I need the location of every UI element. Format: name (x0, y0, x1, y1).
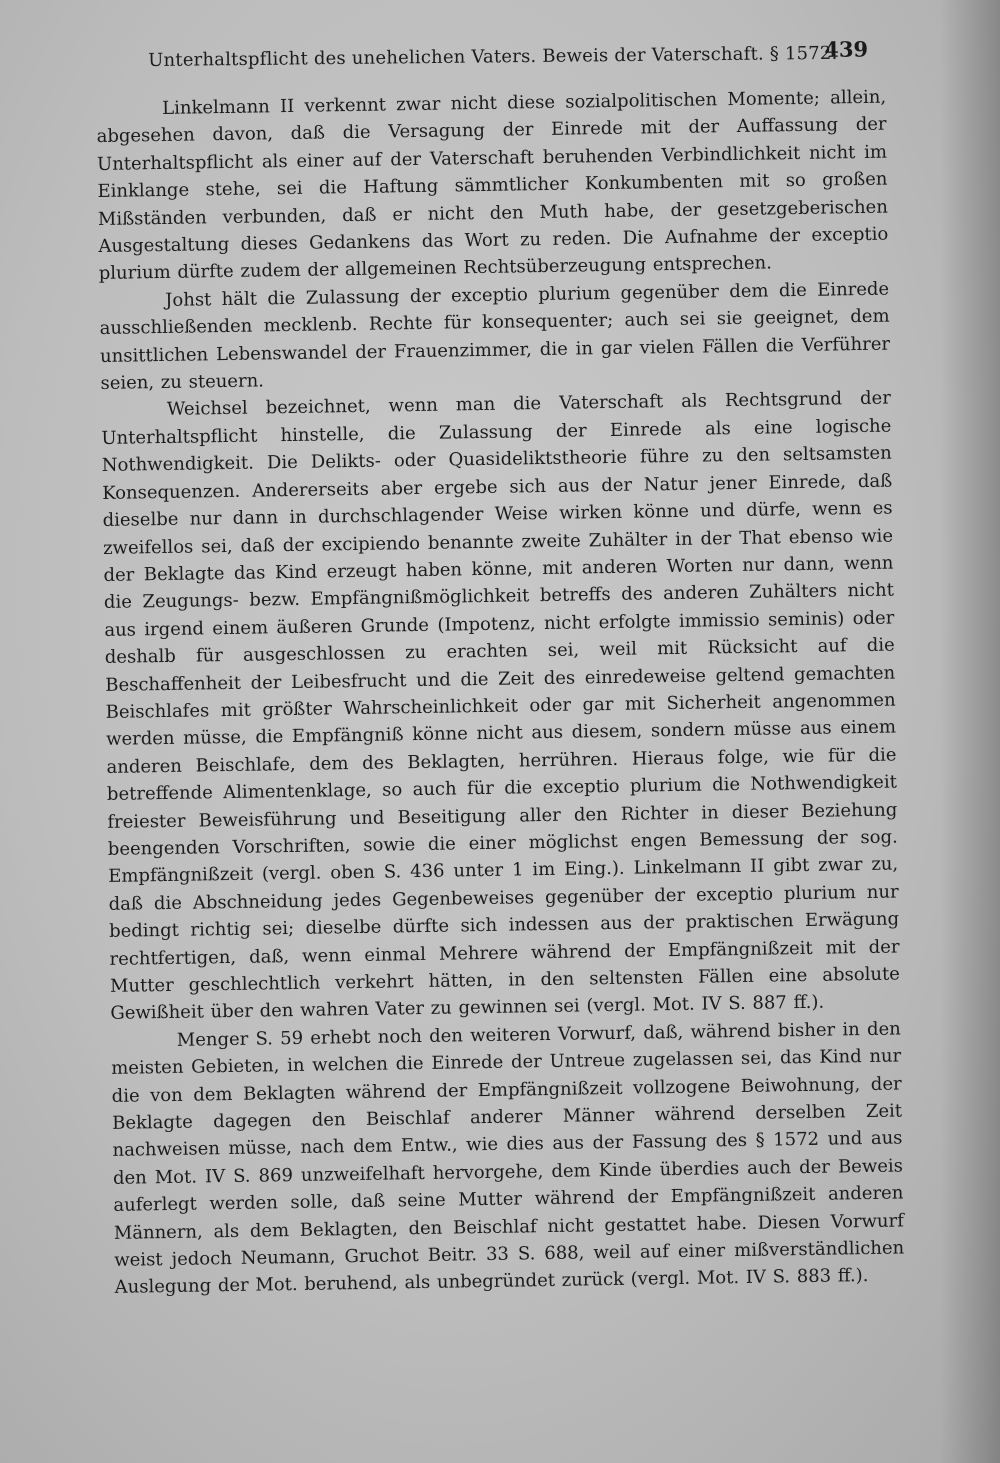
paragraph: Weichsel bezeichnet, wenn man die Vaterschaft als Rechtsgrund der Unterhaltspflicht hinstelle, die Zulassung der Einrede als eine logische Nothwendigkeit. Die Delikts- oder Quasideliktstheorie führe zu den seltsamsten Konsequenzen. Andererseits aber ergebe sich aus der Natur jener Einrede, daß dieselbe nur dann in durchschlagender Weise wirken könne und dürfe, wenn es zweifellos sei, daß der excipiendo benannte zweite Zuhälter in der That ebenso wie der Beklagte das Kind erzeugt haben könne, mit anderen Worten nur dann, wenn die Zeugungs- bezw. Empfängnißmöglichkeit betreffs des anderen Zuhälters nicht aus irgend einem äußeren Grunde (Impotenz, nicht erfolgte immissio seminis) oder deshalb für ausgeschlossen zu erachten sei, weil mit Rücksicht auf die Beschaffenheit der Leibesfrucht und die Zeit des einredeweise geltend gemachten Beischlafes mit größter Wahrscheinlichkeit oder gar mit Sicherheit angenommen werden müsse, die Empfängniß könne nicht aus diesem, sondern müsse aus einem anderen Beischlafe, dem des Beklagten, herrühren. Hieraus folge, wie für die betreffende Alimentenklage, so auch für die exceptio plurium die Nothwendigkeit freiester Beweisführung und Beseitigung aller den Richter in dieser Beziehung beengenden Vorschriften, sowie die einer möglichst engen Bemessung der sog. Empfängnißzeit (vergl. oben S. 436 unter 1 im Eing.). Linkelmann II gibt zwar zu, daß die Abschneidung jedes Gegenbeweises gegenüber der exceptio plurium nur bedingt richtig sei; dieselbe dürfte sich indessen aus der praktischen Erwägung rechtfertigen, daß, wenn einmal Mehrere während der Empfängnißzeit mit der Mutter geschlechtlich verkehrt hätten, in den seltensten Fällen eine absolute Gewißheit über den wahren Vater zu gewinnen sei (vergl. Mot. IV S. 887 ff.). (101, 388, 901, 1025)
page-header (148, 36, 868, 78)
page-number: 439 (824, 36, 869, 62)
paragraph: Linkelmann II verkennt zwar nicht diese sozialpolitischen Momente; allein, abgesehen davon, daß die Versagung der Einrede mit der Auffassung der Unterhaltspflicht als einer auf der Vaterschaft beruhenden Verbindlichkeit nicht im Einklange stehe, sei die Haftung sämmtlicher Konkumbenten mit so großen Mißständen verbunden, daß er nicht den Muth habe, der gesetzgeberischen Ausgestaltung dieses Gedankens das Wort zu reden. Die Aufnahme der exceptio plurium dürfte zudem der allgemeinen Rechtsüberzeugung entsprechen. (96, 86, 889, 285)
page-body (96, 84, 905, 1302)
paragraph: Menger S. 59 erhebt noch den weiteren Vorwurf, daß, während bisher in den meisten Gebieten, in welchen die Einrede der Untreue zugelassen sei, das Kind nur die von dem Beklagten während der Empfängnißzeit vollzogene Beiwohnung, der Beklagte dagegen den Beischlaf anderer Männer während derselben Zeit nachweisen müsse, nach dem Entw., wie dies aus der Fassung des § 1572 und aus den Mot. IV S. 869 unzweifelhaft hervorgehe, dem Kinde überdies auch der Beweis auferlegt werden solle, daß seine Mutter während der Empfängnißzeit anderen Männern, als dem Beklagten, den Beischlaf nicht gestattet habe. Diesen Vorwurf weist jedoch Neumann, Gruchot Beitr. 33 S. 688, weil auf einer mißverständlichen Auslegung der Mot. beruhend, als unbegründet zurück (vergl. Mot. IV S. 883 ff.). (111, 1018, 905, 1299)
page-edge-shadow (940, 0, 1000, 1463)
paragraph: Johst hält die Zulassung der exceptio plurium gegenüber dem die Einrede ausschließenden mecklenb. Rechte für konsequenter; auch sei sie geeignet, dem unsittlichen Lebenswandel der Frauenzimmer, die in gar vielen Fällen die Verführer seien, zu steuern. (99, 278, 891, 395)
running-head: Unterhaltspflicht des unehelichen Vaters. Beweis der Vaterschaft. § 1572. (148, 42, 838, 71)
